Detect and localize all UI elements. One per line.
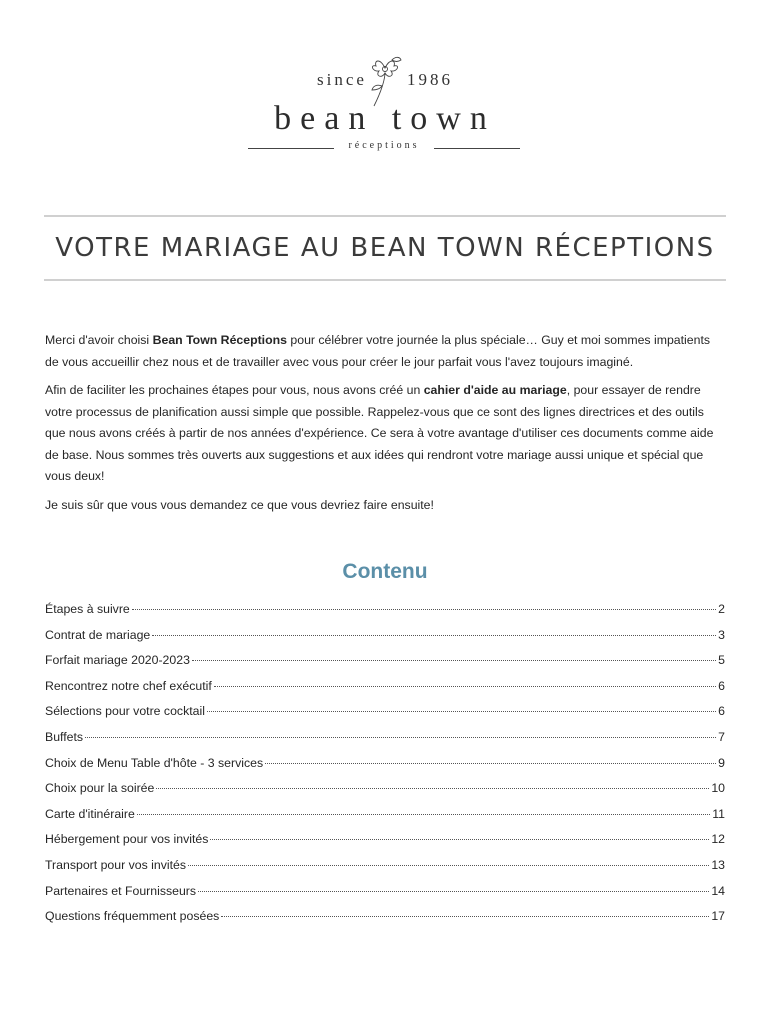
toc-entry[interactable]: Carte d'itinéraire 11 (45, 806, 725, 821)
paragraph-3: Je suis sûr que vous vous demandez ce que vous devriez faire ensuite! (45, 497, 434, 512)
subtitle-text: réceptions (348, 140, 420, 151)
year-text: 1986 (406, 70, 453, 89)
toc-entry[interactable]: Contrat de mariage 3 (45, 627, 725, 642)
divider-left (248, 148, 334, 149)
bold-guide: cahier d'aide au mariage (423, 383, 567, 397)
toc-entry[interactable]: Forfait mariage 2020-2023 5 (45, 653, 725, 668)
toc-entry[interactable]: Étapes à suivre 2 (45, 602, 725, 616)
toc-entry[interactable]: Partenaires et Fournisseurs 14 (45, 883, 725, 898)
paragraph-1: Merci d'avoir choisi Bean Town Réceptions pour célébrer votre journée la plus spéciale… Guy et moi sommes impatients de vous accueillir chez nous et de travailler avec vous pour créer le jour parfait vous l'avez toujours imaginé. (45, 333, 711, 369)
toc-entry[interactable]: Choix pour la soirée 10 (45, 781, 725, 796)
table-of-contents (45, 602, 725, 935)
toc-title: Contenu (342, 560, 428, 583)
toc-entry[interactable]: Choix de Menu Table d'hôte - 3 services 9 (45, 755, 725, 770)
toc-entry[interactable]: Questions fréquemment posées 17 (45, 909, 725, 924)
bold-brand: Bean Town Réceptions (152, 333, 287, 347)
toc-entry[interactable]: Rencontrez notre chef exécutif 6 (45, 678, 725, 693)
toc-entry[interactable]: Buffets 7 (45, 729, 725, 744)
toc-entry[interactable]: Sélections pour votre cocktail 6 (45, 704, 725, 719)
title-box (44, 215, 726, 281)
intro-text (45, 330, 725, 523)
page-title: VOTRE MARIAGE AU BEAN TOWN RÉCEPTIONS (55, 233, 715, 263)
since-text: since (317, 70, 367, 89)
toc-entry[interactable]: Transport pour vos invités 13 (45, 857, 725, 872)
toc-entry[interactable]: Hébergement pour vos invités 12 (45, 832, 725, 847)
divider-right (434, 148, 520, 149)
since-row (0, 70, 770, 90)
logo (0, 40, 770, 170)
subtitle-row (248, 140, 520, 156)
brand-name: bean town (274, 100, 496, 137)
paragraph-2: Afin de faciliter les prochaines étapes pour vous, nous avons créé un cahier d'aide au mariage, pour essayer de rendre votre processus de planification aussi simple que possible. Rappelez-vous que ce sont des lignes directrices et des outils que nous avons créés à partir de nos années d'expérience. Ce sera à votre avantage d'utiliser ces documents comme aide de base. Nous sommes très ouverts aux suggestions et aux idées qui rendront votre mariage aussi unique et spécial que vous deux! (45, 383, 714, 483)
